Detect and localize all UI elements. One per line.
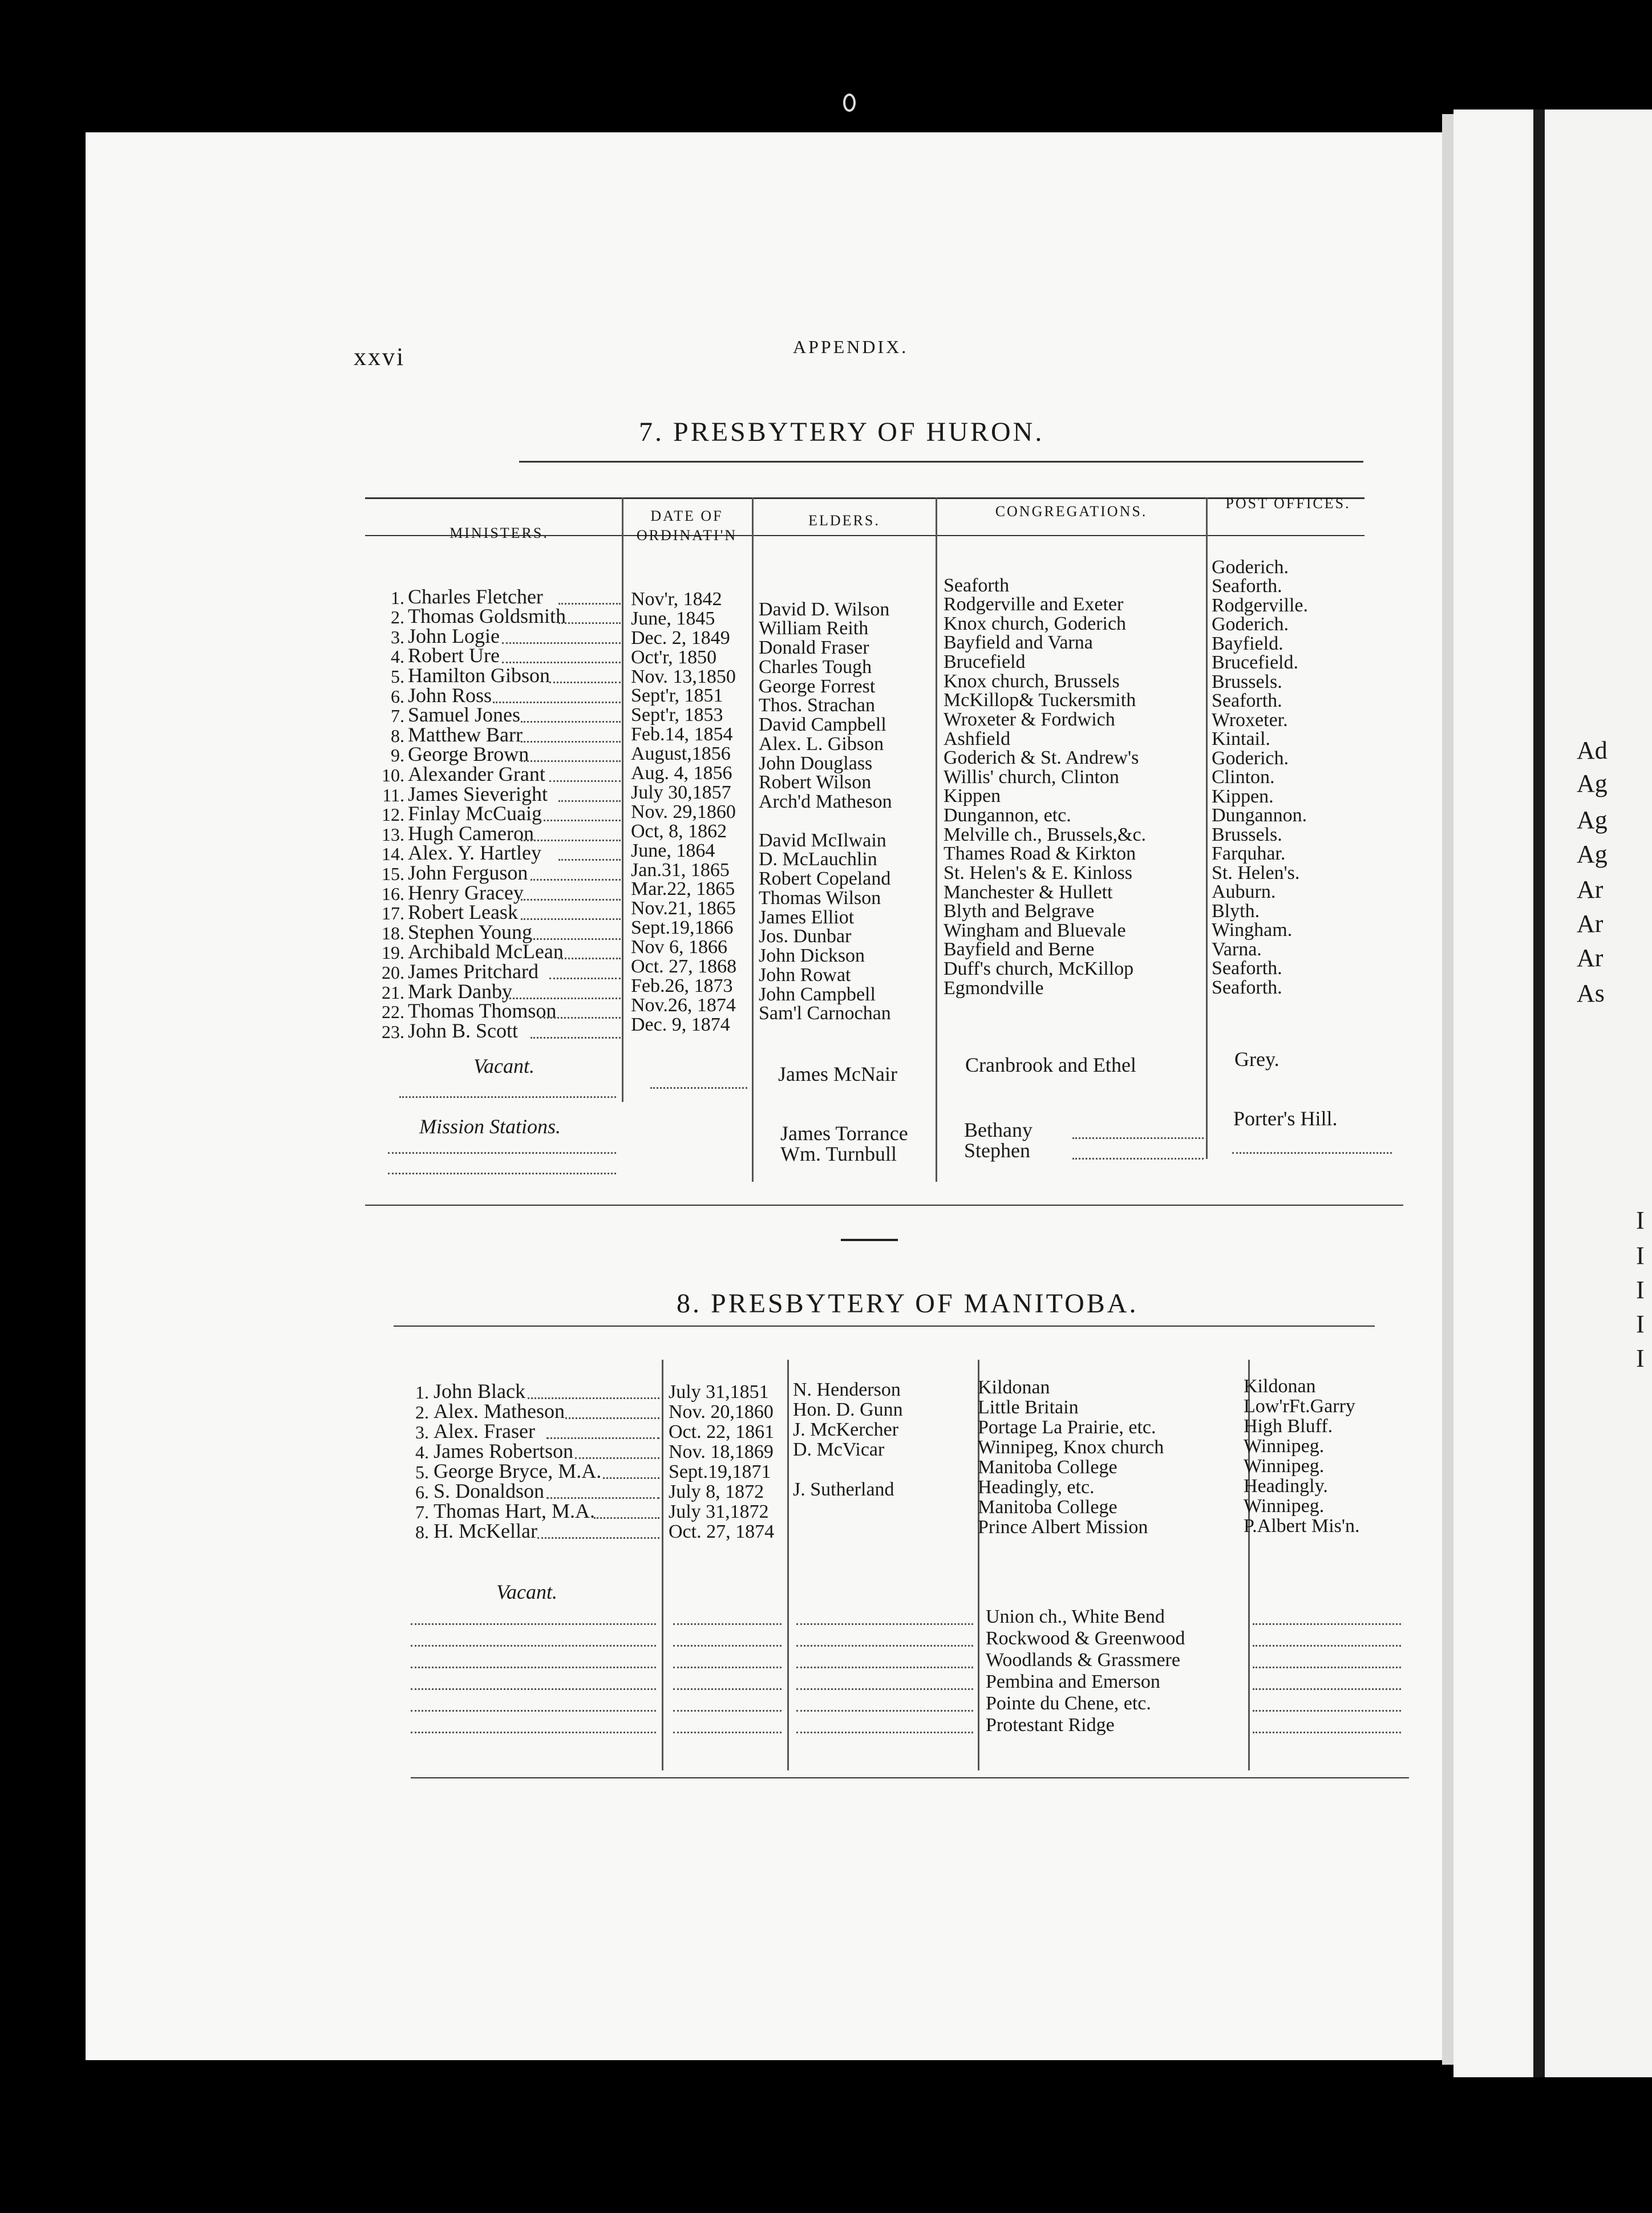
leader-dots <box>411 1710 656 1712</box>
leader-dots <box>521 840 621 841</box>
minister-number: 22. <box>382 1002 404 1023</box>
minister-name: Robert Ure <box>408 644 500 667</box>
post-office: Farquhar. <box>1212 843 1286 865</box>
ordination-date: Oct'r, 1850 <box>631 646 717 668</box>
elder-name: James Elliot <box>759 906 855 928</box>
post-office: Brussels. <box>1212 671 1282 692</box>
elder-name: J. Sutherland <box>793 1479 894 1500</box>
column-divider <box>1206 497 1208 1159</box>
elder-name: Arch'd Matheson <box>759 791 892 813</box>
leader-dots <box>531 938 621 940</box>
minister-number: 2. <box>391 607 404 628</box>
minister-name: Charles Fletcher <box>408 585 543 608</box>
leader-dots <box>558 958 621 959</box>
congregation: Thames Road & Kirkton <box>944 843 1136 865</box>
section-separator <box>841 1239 898 1241</box>
leader-dots <box>673 1710 782 1712</box>
leader-dots <box>1072 1137 1204 1139</box>
minister-number: 23. <box>382 1021 404 1042</box>
minister-name: John B. Scott <box>408 1019 519 1042</box>
rule <box>365 1205 1403 1206</box>
vacant-congregation: Protestant Ridge <box>986 1715 1115 1736</box>
post-office: Winnipeg. <box>1244 1456 1325 1477</box>
post-office: Clinton. <box>1212 767 1275 788</box>
huron-title: 7. PRESBYTERY OF HURON. <box>639 417 1044 447</box>
minister-name: Henry Gracey <box>408 881 524 904</box>
congregation: Kippen <box>944 785 1001 807</box>
leader-dots <box>502 642 621 644</box>
leader-dots <box>531 1037 621 1039</box>
mission-elder: Wm. Turnbull <box>780 1142 897 1165</box>
huron-mission-label: Mission Stations. <box>419 1115 561 1138</box>
margin-fragment: Ag <box>1577 769 1608 797</box>
leader-dots <box>399 1096 616 1098</box>
congregation: Wingham and Bluevale <box>944 919 1126 941</box>
leader-dots <box>521 918 621 920</box>
post-office: Kippen. <box>1212 785 1274 807</box>
ordination-date: Sept'r, 1853 <box>631 704 723 726</box>
minister-number: 17. <box>382 903 404 924</box>
minister-number: 10. <box>382 765 404 785</box>
congregation: Knox church, Goderich <box>944 613 1127 634</box>
minister-number: 6. <box>391 686 404 707</box>
ordination-date: Dec. 2, 1849 <box>631 627 730 649</box>
ordination-date: July 8, 1872 <box>669 1481 764 1502</box>
congregation: Seaforth <box>944 574 1010 596</box>
congregation: Rodgerville and Exeter <box>944 594 1124 615</box>
congregation: McKillop& Tuckersmith <box>944 690 1136 711</box>
leader-dots <box>537 1537 660 1539</box>
minister-number: 4. <box>415 1442 429 1462</box>
facing-page-text-area <box>1545 110 1652 2077</box>
ordination-date: Sept.19,1871 <box>669 1461 771 1482</box>
leader-dots <box>1253 1623 1401 1625</box>
leader-dots <box>565 1417 659 1419</box>
margin-fragment: I <box>1636 1310 1645 1338</box>
leader-dots <box>502 662 621 663</box>
minister-name: Finlay McCuaig <box>408 802 542 825</box>
leader-dots <box>558 622 621 624</box>
minister-name: George Bryce, M.A. <box>434 1460 602 1482</box>
elder-name: N. Henderson <box>793 1379 901 1400</box>
minister-number: 7. <box>391 706 404 727</box>
ordination-date: Oct. 27, 1874 <box>669 1521 775 1542</box>
post-office: Headingly. <box>1244 1476 1328 1497</box>
margin-fragment: Ad <box>1577 736 1608 764</box>
leader-dots <box>521 721 621 723</box>
minister-number: 12. <box>382 804 404 825</box>
congregation: Dungannon, etc. <box>944 805 1071 826</box>
vacant-congregation: Pointe du Chene, etc. <box>986 1693 1151 1714</box>
margin-fragment: As <box>1577 979 1605 1007</box>
ordination-date: July 31,1872 <box>669 1501 769 1522</box>
minister-number: 5. <box>415 1462 429 1482</box>
elder-name: Sam'l Carnochan <box>759 1003 891 1024</box>
elder-name: David Campbell <box>759 714 886 736</box>
elder-name: David McIlwain <box>759 829 886 851</box>
congregation: Duff's church, McKillop <box>944 958 1134 980</box>
post-office: High Bluff. <box>1244 1416 1333 1437</box>
elder-name: John Rowat <box>759 964 851 986</box>
margin-fragment: I <box>1636 1276 1645 1304</box>
minister-number: 19. <box>382 942 404 963</box>
ordination-date: Nov. 29,1860 <box>631 801 736 822</box>
ordination-date: Sept.19,1866 <box>631 917 734 939</box>
ordination-date: Jan.31, 1865 <box>631 859 730 881</box>
congregation: Knox church, Brussels <box>944 670 1120 692</box>
leader-dots <box>528 1397 659 1399</box>
rule <box>519 461 1363 463</box>
post-office: St. Helen's. <box>1212 862 1300 883</box>
elder-name: Thos. Strachan <box>759 695 875 716</box>
minister-name: Thomas Thomson <box>408 999 557 1023</box>
minister-name: Thomas Goldsmith <box>408 605 566 628</box>
congregation: Manchester & Hullett <box>944 881 1113 903</box>
elder-name: D. McVicar <box>793 1439 885 1460</box>
leader-dots <box>673 1688 782 1690</box>
post-office: Seaforth. <box>1212 690 1282 712</box>
leader-dots <box>796 1623 973 1625</box>
post-office: Seaforth. <box>1212 976 1282 998</box>
congregation: Kildonan <box>978 1377 1050 1398</box>
post-office: Brussels. <box>1212 824 1282 845</box>
post-office: Goderich. <box>1212 747 1289 769</box>
minister-number: 6. <box>415 1482 429 1502</box>
minister-name: S. Donaldson <box>434 1480 545 1502</box>
minister-number: 20. <box>382 962 404 983</box>
ordination-date: Sept'r, 1851 <box>631 685 723 707</box>
congregation: Bayfield and Varna <box>944 632 1093 654</box>
leader-dots <box>388 1152 616 1154</box>
column-header-date: DATE OF ORDINATI'N <box>636 508 738 544</box>
ordination-date: Oct, 8, 1862 <box>631 820 727 842</box>
post-office: Goderich. <box>1212 557 1289 578</box>
vacant-congregation: Pembina and Emerson <box>986 1671 1160 1692</box>
congregation: Manitoba College <box>978 1457 1117 1478</box>
column-header-post-offices: POST OFFICES. <box>1225 495 1351 512</box>
post-office: Low'rFt.Garry <box>1244 1396 1355 1417</box>
post-office: Blyth. <box>1212 900 1260 922</box>
minister-name: John Ross <box>408 683 492 707</box>
elder-name: David D. Wilson <box>759 598 890 620</box>
post-office: P.Albert Mis'n. <box>1244 1515 1360 1537</box>
minister-number: 1. <box>391 587 404 608</box>
minister-name: Matthew Barr <box>408 723 523 746</box>
vacant-congregation: Rockwood & Greenwood <box>986 1628 1185 1649</box>
vacant-congregation: Union ch., White Bend <box>986 1606 1165 1627</box>
manitoba-title: 8. PRESBYTERY OF MANITOBA. <box>677 1288 1139 1319</box>
mission-post: Porter's Hill. <box>1233 1107 1338 1130</box>
leader-dots <box>531 879 621 881</box>
post-office: Kintail. <box>1212 728 1270 750</box>
post-office: Winnipeg. <box>1244 1495 1325 1517</box>
congregation: Brucefield <box>944 651 1026 673</box>
post-office: Goderich. <box>1212 614 1289 635</box>
minister-number: 8. <box>391 725 404 746</box>
leader-dots <box>411 1667 656 1668</box>
post-office: Bayfield. <box>1212 633 1283 654</box>
margin-fragment: Ag <box>1577 840 1608 868</box>
leader-dots <box>521 741 621 743</box>
congregation: Little Britain <box>978 1397 1079 1418</box>
minister-name: Alex. Matheson <box>434 1400 565 1422</box>
elder-name: John Douglass <box>759 752 873 774</box>
minister-number: 1. <box>415 1382 429 1403</box>
post-office: Kildonan <box>1244 1376 1316 1397</box>
leader-dots <box>521 899 621 901</box>
minister-name: Archibald McLean <box>408 940 564 963</box>
leader-dots <box>411 1732 656 1733</box>
margin-fragment: Ag <box>1577 806 1608 834</box>
minister-number: 7. <box>415 1502 429 1522</box>
column-divider <box>936 497 937 1182</box>
ordination-date: Feb.26, 1873 <box>631 975 733 996</box>
huron-vacant-label: Vacant. <box>473 1055 535 1077</box>
congregation: Wroxeter & Fordwich <box>944 708 1115 730</box>
elder-name: George Forrest <box>759 675 876 697</box>
post-office: Winnipeg. <box>1244 1436 1325 1457</box>
huron-vacant-post: Grey. <box>1234 1048 1280 1071</box>
manitoba-vacant-label: Vacant. <box>496 1580 557 1603</box>
column-divider <box>622 497 623 1102</box>
binding-gutter <box>1533 110 1545 2077</box>
ordination-date: Nov.26, 1874 <box>631 994 736 1016</box>
page-number: xxvi <box>354 343 406 371</box>
vacant-congregation: Woodlands & Grassmere <box>986 1649 1180 1671</box>
minister-name: Thomas Hart, M.A. <box>434 1499 595 1522</box>
leader-dots <box>1253 1645 1401 1647</box>
post-office: Wingham. <box>1212 919 1293 941</box>
elder-name: William Reith <box>759 618 869 639</box>
ordination-date: Nov 6, 1866 <box>631 937 728 958</box>
column-divider <box>787 1360 789 1770</box>
leader-dots <box>796 1645 973 1647</box>
rule <box>394 1326 1375 1327</box>
elder-name: John Campbell <box>759 983 876 1005</box>
leader-dots <box>575 1457 660 1459</box>
running-title: APPENDIX. <box>793 337 909 357</box>
minister-name: John Black <box>434 1380 525 1403</box>
leader-dots <box>1253 1688 1401 1690</box>
minister-name: Hamilton Gibson <box>408 664 550 687</box>
margin-fragment: I <box>1636 1206 1645 1234</box>
minister-name: Alex. Fraser <box>434 1420 535 1442</box>
leader-dots <box>673 1645 782 1647</box>
congregation: Willis' church, Clinton <box>944 766 1119 788</box>
post-office: Wroxeter. <box>1212 709 1288 731</box>
column-header-ministers: MINISTERS. <box>450 525 549 541</box>
leader-dots <box>540 820 621 821</box>
congregation: St. Helen's & E. Kinloss <box>944 862 1133 883</box>
congregation: Goderich & St. Andrew's <box>944 747 1139 769</box>
ordination-date: Oct. 22, 1861 <box>669 1421 775 1442</box>
leader-dots <box>1253 1667 1401 1668</box>
elder-name: Thomas Wilson <box>759 887 881 909</box>
minister-number: 14. <box>382 844 404 865</box>
margin-fragment: Ar <box>1577 876 1604 903</box>
minister-number: 11. <box>382 784 404 805</box>
leader-dots <box>558 800 621 802</box>
leader-dots <box>493 702 621 703</box>
ordination-date: Nov. 13,1850 <box>631 666 736 687</box>
post-office: Auburn. <box>1212 881 1276 903</box>
margin-fragment: Ar <box>1577 944 1604 972</box>
column-divider <box>752 497 754 1182</box>
minister-name: James Sieveright <box>408 782 548 805</box>
column-divider <box>662 1360 663 1770</box>
minister-name: Alexander Grant <box>408 763 545 785</box>
ordination-date: Aug. 4, 1856 <box>631 763 732 784</box>
leader-dots <box>411 1623 656 1625</box>
leader-dots <box>1253 1710 1401 1712</box>
leader-dots <box>549 682 621 683</box>
post-office: Dungannon. <box>1212 805 1307 826</box>
leader-dots <box>502 998 621 999</box>
margin-fragment: Ar <box>1577 910 1604 938</box>
leader-dots <box>1072 1158 1204 1160</box>
leader-dots <box>796 1688 973 1690</box>
ordination-date: Mar.22, 1865 <box>631 878 735 900</box>
margin-fragment: I <box>1636 1344 1645 1372</box>
leader-dots <box>549 978 621 979</box>
leader-dots <box>603 1477 659 1479</box>
minister-name: Samuel Jones <box>408 703 520 727</box>
minister-name: George Brown <box>408 743 529 766</box>
leader-dots <box>521 760 621 762</box>
minister-number: 2. <box>415 1402 429 1422</box>
ordination-date: June, 1845 <box>631 607 715 629</box>
congregation: Melville ch., Brussels,&c. <box>944 824 1147 845</box>
elder-name: John Dickson <box>759 945 865 967</box>
congregation: Ashfield <box>944 728 1011 749</box>
huron-vacant-elder: James McNair <box>778 1063 897 1085</box>
leader-dots <box>558 603 621 605</box>
minister-name: Robert Leask <box>408 901 518 924</box>
post-office: Seaforth. <box>1212 958 1282 979</box>
mission-congregation: Bethany <box>964 1118 1032 1141</box>
minister-name: James Pritchard <box>408 960 538 983</box>
leader-dots <box>1253 1732 1401 1733</box>
minister-number: 13. <box>382 824 404 845</box>
margin-fragment: I <box>1636 1242 1645 1270</box>
minister-number: 16. <box>382 883 404 904</box>
minister-number: 15. <box>382 864 404 884</box>
ordination-date: Nov'r, 1842 <box>631 588 722 610</box>
leader-dots <box>546 1497 659 1499</box>
leader-dots <box>540 1017 621 1019</box>
ordination-date: July 31,1851 <box>669 1381 769 1403</box>
ordination-date: Nov. 18,1869 <box>669 1441 774 1462</box>
minister-name: James Robertson <box>434 1440 573 1462</box>
elder-name: Robert Wilson <box>759 772 872 793</box>
elder-name: Hon. D. Gunn <box>793 1399 903 1420</box>
leader-dots <box>411 1645 656 1647</box>
minister-name: Alex. Y. Hartley <box>408 841 541 865</box>
congregation: Bayfield and Berne <box>944 939 1095 960</box>
leader-dots <box>549 780 621 782</box>
leader-dots <box>388 1173 616 1174</box>
minister-number: 8. <box>415 1522 429 1542</box>
scan-artifact <box>843 94 856 112</box>
ordination-date: Feb.14, 1854 <box>631 724 733 745</box>
minister-name: Hugh Cameron <box>408 821 534 845</box>
congregation: Prince Albert Mission <box>978 1517 1148 1538</box>
ordination-date: Nov. 20,1860 <box>669 1401 774 1422</box>
leader-dots <box>546 1437 659 1439</box>
elder-name: Charles Tough <box>759 656 872 678</box>
congregation: Headingly, etc. <box>978 1477 1095 1498</box>
leader-dots <box>673 1667 782 1668</box>
minister-name: Mark Danby <box>408 979 512 1003</box>
congregation: Manitoba College <box>978 1497 1117 1518</box>
elder-name: D. McLauchlin <box>759 849 877 870</box>
minister-number: 4. <box>391 646 404 667</box>
leader-dots <box>558 859 621 861</box>
minister-name: John Logie <box>408 624 500 647</box>
minister-number: 3. <box>415 1422 429 1442</box>
minister-number: 5. <box>391 666 404 687</box>
congregation: Winnipeg, Knox church <box>978 1437 1164 1458</box>
elder-name: Robert Copeland <box>759 868 891 890</box>
elder-name: J. McKercher <box>793 1419 899 1440</box>
ordination-date: June, 1864 <box>631 840 715 861</box>
minister-number: 21. <box>382 982 404 1003</box>
leader-dots <box>796 1732 973 1733</box>
ordination-date: Oct. 27, 1868 <box>631 956 737 977</box>
elder-name: Alex. L. Gibson <box>759 733 884 755</box>
ordination-date: Dec. 9, 1874 <box>631 1014 730 1035</box>
mission-elder: James Torrance <box>780 1122 908 1145</box>
leader-dots <box>1232 1152 1392 1154</box>
ordination-date: August,1856 <box>631 743 731 765</box>
minister-name: Stephen Young <box>408 920 533 943</box>
ordination-date: July 30,1857 <box>631 781 731 803</box>
rule <box>411 1777 1409 1778</box>
leader-dots <box>594 1517 660 1519</box>
leader-dots <box>796 1710 973 1712</box>
congregation: Blyth and Belgrave <box>944 901 1095 922</box>
leader-dots <box>796 1667 973 1668</box>
ordination-date: Nov.21, 1865 <box>631 898 736 919</box>
post-office: Brucefield. <box>1212 652 1298 674</box>
huron-vacant-congregation: Cranbrook and Ethel <box>965 1053 1136 1076</box>
minister-number: 18. <box>382 922 404 943</box>
column-header-congregations: CONGREGATIONS. <box>995 503 1148 520</box>
leader-dots <box>673 1623 782 1625</box>
mission-congregation: Stephen <box>964 1139 1030 1162</box>
leader-dots <box>411 1688 656 1690</box>
congregation: Portage La Prairie, etc. <box>978 1417 1156 1438</box>
congregation: Egmondville <box>944 977 1044 999</box>
minister-name: John Ferguson <box>408 861 528 884</box>
minister-number: 3. <box>391 626 404 647</box>
elder-name: Donald Fraser <box>759 637 869 659</box>
post-office: Seaforth. <box>1212 575 1282 597</box>
minister-name: H. McKellar <box>434 1519 537 1542</box>
minister-number: 9. <box>391 745 404 766</box>
column-header-elders: ELDERS. <box>808 512 880 529</box>
post-office: Rodgerville. <box>1212 594 1309 616</box>
elder-name: Jos. Dunbar <box>759 926 852 947</box>
page-edge <box>1442 114 1453 2065</box>
leader-dots <box>673 1732 782 1733</box>
leader-dots <box>650 1087 747 1089</box>
post-office: Varna. <box>1212 938 1262 960</box>
